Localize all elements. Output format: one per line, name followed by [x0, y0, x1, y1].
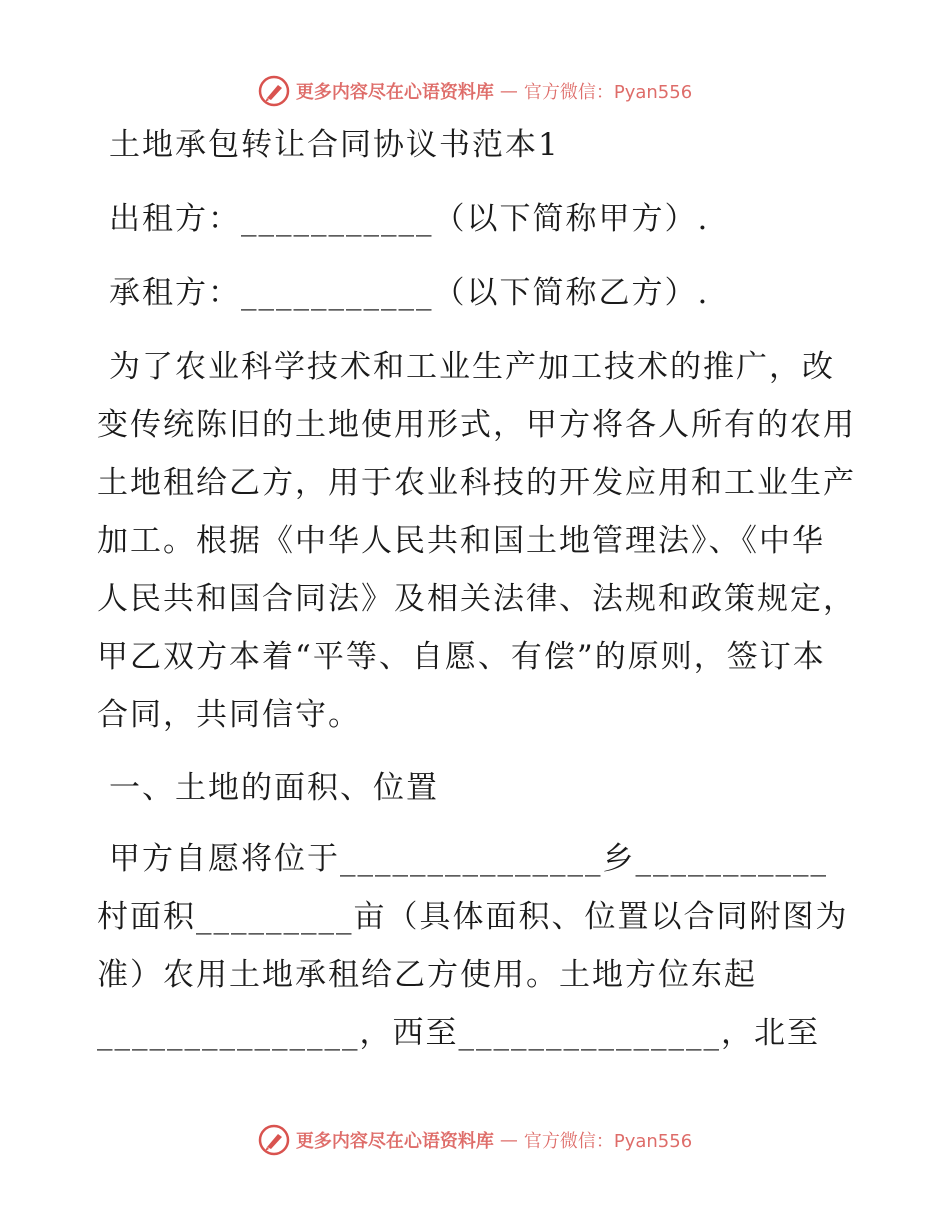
lessee-line: 承租方：___________（以下简称乙方）. [109, 275, 710, 311]
document-title: 土地承包转让合同协议书范本1 [109, 127, 560, 163]
intro-text: 为了农业科学技术和工业生产加工技术的推广，改变传统陈旧的土地使用形式，甲方将各人所有的农用土地租给乙方，用于农业科技的开发应用和工业生产加工。根据《中华人民共和国土地管理法》、《中华人民共和国合同法》及相关法律、法规和政策规定，甲乙双方本着“平等、自愿、有偿”的原则，签订本合同，共同信守。 [97, 349, 856, 733]
watermark-separator: — [499, 1129, 518, 1151]
watermark-wechat: 官方微信：Pyan556 [523, 1131, 693, 1152]
watermark-text: 更多内容尽在心语资料库 [295, 1131, 494, 1152]
watermark-text: 更多内容尽在心语资料库 [295, 82, 494, 103]
quill-pen-logo-icon [258, 75, 290, 107]
watermark-wechat: 官方微信：Pyan556 [523, 82, 693, 103]
header-watermark [0, 71, 950, 111]
intro-paragraph [97, 338, 857, 744]
section-1-heading: 一、土地的面积、位置 [109, 770, 439, 806]
footer-watermark [0, 1120, 950, 1160]
section-1-paragraph [97, 830, 857, 1062]
lessor-line: 出租方：___________（以下简称甲方）. [109, 201, 710, 237]
section-1-text: 甲方自愿将位于_______________乡___________村面积_________亩（具体面积、位置以合同附图为准）农用土地承租给乙方使用。土地方位东起_______________，西至_______________，北至 [97, 841, 849, 1051]
quill-pen-logo-icon [258, 1124, 290, 1156]
watermark-separator: — [499, 80, 518, 102]
